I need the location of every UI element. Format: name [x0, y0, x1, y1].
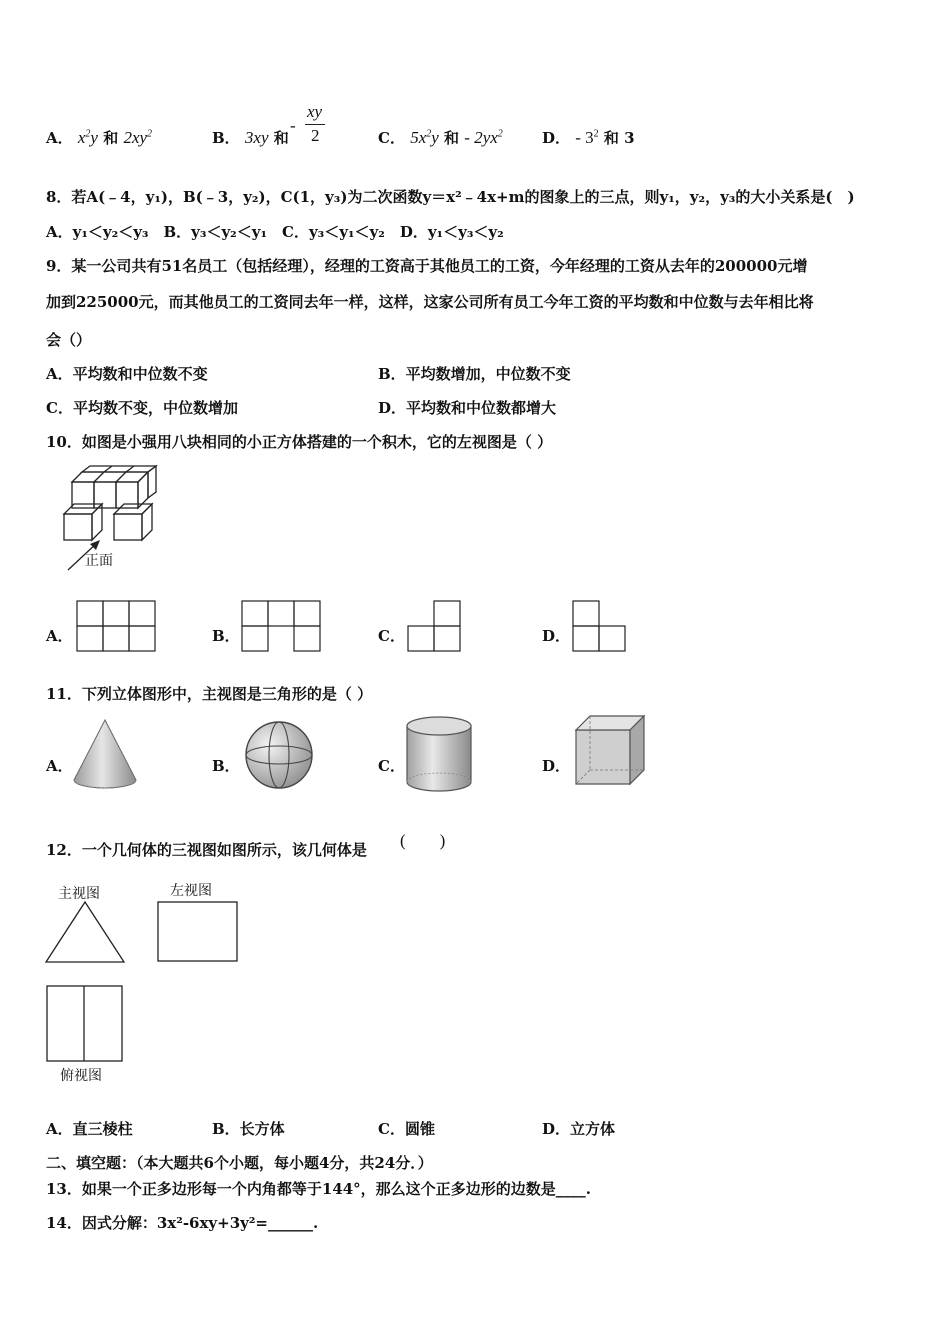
option-label: D． — [542, 129, 571, 147]
q10-option-b-label: B． — [212, 627, 240, 645]
front-label: 正面 — [85, 553, 113, 569]
front-view-label: 主视图 — [58, 886, 100, 902]
q12-stem: 12．一个几何体的三视图如图所示，该几何体是 — [46, 841, 367, 859]
join-word: 和 — [273, 129, 289, 147]
option-label: B． — [212, 129, 240, 147]
fraction-numerator: xy — [307, 102, 323, 121]
join-word: 和 — [603, 129, 619, 147]
math-expr: $2xy^2$ — [123, 128, 153, 147]
q10-option-a-label: A． — [46, 627, 73, 645]
q9-stem-line2: 加到225000元，而其他员工的工资同去年一样，这样，这家公司所有员工今年工资的平均数和中位数与去年相比将 — [46, 293, 814, 311]
q10-block-figure — [58, 466, 168, 572]
q7-option-d — [542, 128, 635, 148]
q9-stem-line3: 会（） — [46, 331, 92, 349]
top-view-rectangle — [46, 985, 124, 1063]
q11-option-b-label: B． — [212, 757, 240, 775]
left-view-label: 左视图 — [170, 883, 212, 899]
q7-option-a — [46, 128, 152, 148]
fraction-bar — [305, 124, 325, 125]
q14-expression: 3x²-6xy+3y²=______. — [156, 1214, 319, 1232]
q11-cone-figure — [72, 718, 138, 790]
math-expr: $x^2y$ — [77, 128, 98, 147]
q10-option-b-figure — [241, 600, 321, 652]
option-label: C． — [378, 129, 405, 147]
q8-options: A．y₁＜y₂＜y₃ B．y₃＜y₂＜y₁ C．y₃＜y₁＜y₂ D．y₁＜y₃＜y₂ — [46, 223, 504, 241]
q14-prefix: 14．因式分解： — [46, 1214, 157, 1232]
q10-option-a-figure — [76, 600, 156, 652]
q10-option-d-figure — [572, 600, 628, 652]
q12-option-c: C．圆锥 — [378, 1120, 435, 1138]
q11-cylinder-figure — [404, 716, 474, 796]
cube-face — [64, 514, 92, 540]
front-view-triangle — [44, 900, 126, 964]
q10-option-c-label: C． — [378, 627, 405, 645]
q11-option-a-label: A． — [46, 757, 73, 775]
back-row-top — [72, 472, 148, 482]
minus-sign: - — [290, 116, 296, 135]
q12-option-b: B．长方体 — [212, 1120, 285, 1138]
join-word: 和 — [103, 129, 119, 147]
q10-stem: 10．如图是小强用八块相同的小正方体搭建的一个积木，它的左视图是（ ） — [46, 433, 553, 451]
q7-b-fraction — [290, 104, 330, 148]
q9-option-d: D．平均数和中位数都增大 — [378, 399, 557, 417]
q12-option-a: A．直三棱柱 — [46, 1120, 133, 1138]
q10-option-d-label: D． — [542, 627, 571, 645]
math-value: 3 — [624, 129, 635, 147]
q14-text — [46, 1213, 318, 1233]
join-word: 和 — [444, 129, 460, 147]
q9-option-b: B．平均数增加，中位数不变 — [378, 365, 571, 383]
q11-option-d-label: D． — [542, 757, 571, 775]
math-expr: - $3^2$ — [575, 128, 599, 147]
section2-title: 二、填空题：（本大题共6个小题，每小题4分，共24分．） — [46, 1154, 433, 1172]
q11-cube-figure — [574, 714, 646, 788]
q8-stem: 8．若A(﹣4，y₁)，B(﹣3，y₂)，C(1，y₃)为二次函数y＝x²﹣4x+m的图象上的三点，则y₁，y₂，y₃的大小关系是( ) — [46, 188, 855, 206]
q11-sphere-figure — [244, 720, 316, 792]
back-row-side — [138, 472, 148, 508]
q12-answer-paren: ( ) — [400, 831, 446, 850]
q13-text: 13．如果一个正多边形每一个内角都等于144°，那么这个正多边形的边数是____. — [46, 1180, 591, 1198]
left-view-rectangle — [157, 901, 239, 963]
q12-option-d: D．立方体 — [542, 1120, 616, 1138]
q11-stem: 11．下列立体图形中，主视图是三角形的是（ ） — [46, 685, 373, 703]
option-label: A． — [46, 129, 73, 147]
cube-face — [114, 514, 142, 540]
q9-option-c: C．平均数不变，中位数增加 — [46, 399, 238, 417]
back-top-face — [82, 466, 156, 472]
q7-option-c — [378, 128, 503, 148]
q11-option-c-label: C． — [378, 757, 405, 775]
math-expr: $5x^2y$ — [410, 128, 439, 147]
math-expr: - $2yx^2$ — [464, 128, 503, 147]
q9-stem-line1: 9．某一公司共有51名员工（包括经理），经理的工资高于其他员工的工资，今年经理的工资从去年的200000元增 — [46, 257, 808, 275]
q10-option-c-figure — [407, 600, 463, 652]
top-view-label: 俯视图 — [60, 1068, 102, 1084]
q7-option-b — [212, 128, 289, 148]
fraction-denominator: 2 — [311, 126, 320, 145]
math-expr: 3xy — [244, 128, 269, 147]
q9-option-a: A．平均数和中位数不变 — [46, 365, 208, 383]
